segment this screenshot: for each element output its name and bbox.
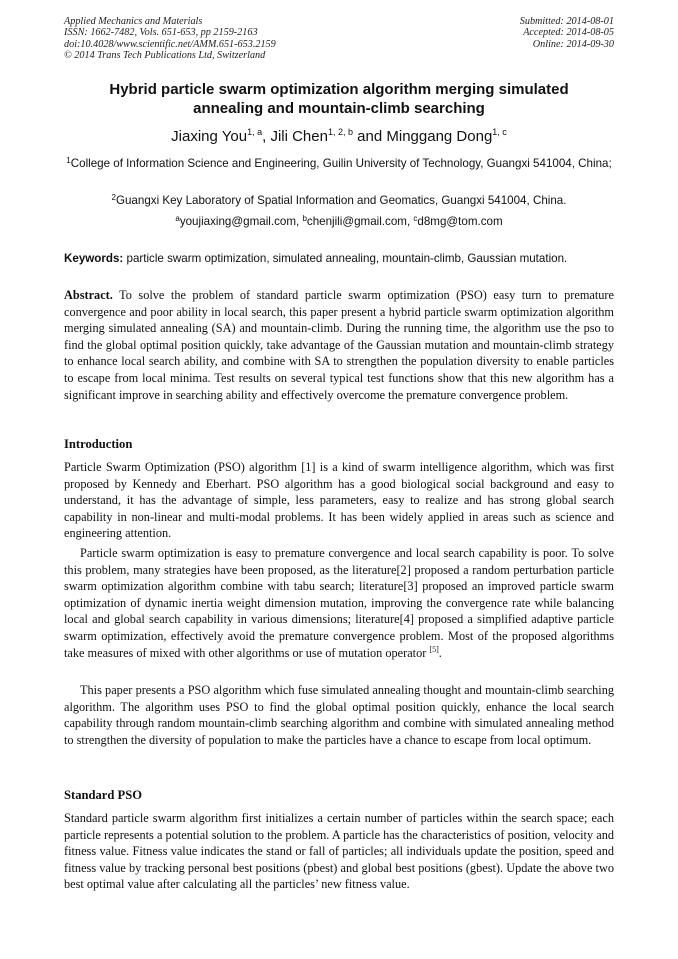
- affiliation-text: College of Information Science and Engineering, Guilin University of Technology, Guangxi 541004, China;: [70, 157, 612, 170]
- email-separator: ,: [406, 215, 414, 228]
- issn-info: ISSN: 1662-7482, Vols. 651-653, pp 2159-2163: [64, 27, 258, 39]
- affiliation-1: [56, 156, 622, 172]
- email-mark: b: [302, 214, 307, 223]
- affiliation-text: Guangxi Key Laboratory of Spatial Information and Geomatics, Guangxi 541004, China.: [115, 194, 567, 207]
- standard-pso-paragraph-1: Standard particle swarm algorithm first initializes a certain number of particles within the search space; each particle represents a potential solution to the problem. A particle has the characteristics of position, velocity and fitness value. Fitness value indicates the stand or fall of particles; all individuals update the position, speed and fitness value by tracking personal best positions (pbest) and global best positions (gbest). Update the above two best optimal value after calculating all the particles’ new fitness value.: [64, 811, 614, 892]
- author-separator: and: [353, 128, 387, 145]
- journal-header-left: [64, 16, 276, 62]
- author-name: Minggang Dong: [386, 128, 493, 145]
- journal-name: Applied Mechanics and Materials: [64, 16, 203, 27]
- author-name: Jili Chen: [270, 128, 328, 145]
- affiliation-mark: 2: [111, 193, 116, 202]
- email-address: chenjili@gmail.com: [306, 215, 407, 228]
- accepted-date: Accepted: 2014-08-05: [523, 27, 614, 39]
- doi-info: doi:10.4028/www.scientific.net/AMM.651-653.2159: [64, 38, 276, 50]
- author-list: [40, 127, 638, 146]
- author-name: Jiaxing You: [171, 128, 248, 145]
- abstract-text: To solve the problem of standard particle swarm optimization (PSO) easy turn to premature convergence and poor ability in local search, this paper present a hybrid particle swarm optimization algorithm merging simulated annealing (SA) and mountain-climb. During the running time, the algorithm use the pso to find the global optimal position quickly, take advantage of the Gaussian mutation and mountain-climb strategy to enhance local search ability, and combine with SA to strengthen the population diversity to enable particles to escape from local minima. Test results on several typical test functions show that this new algorithm has a significant improve in searching ability and effectively overcome the premature convergence problem.: [64, 288, 614, 402]
- citation-reference: [5]: [429, 644, 439, 654]
- email-address: d8mg@tom.com: [417, 215, 503, 228]
- email-address: youjiaxing@gmail.com: [179, 215, 296, 228]
- keywords: [64, 251, 624, 266]
- email-mark: c: [413, 214, 418, 223]
- title-line-2: annealing and mountain-climb searching: [193, 100, 485, 117]
- paragraph-text: Particle swarm optimization is easy to premature convergence and local search capability is poor. To solve this problem, many strategies have been proposed, as the literature[2] proposed a random perturbation particle swarm optimization algorithm combine with tabu search; literature[3] proposed an improved particle swarm optimization of dynamic inertia weight dimension mutation, improving the convergence rate while balancing local and global search capability in various dimensions; literature[4] proposed a simplified adaptive particle swarm optimization, effectively avoid the premature convergence problem. Most of the proposed algorithms take measures of mixed with other algorithms or use of mutation operator: [64, 546, 614, 660]
- paragraph-end: .: [438, 645, 442, 660]
- author-affil-mark: 1, a: [247, 127, 263, 137]
- keywords-text: particle swarm optimization, simulated annealing, mountain-climb, Gaussian mutation.: [123, 252, 568, 265]
- email-separator: ,: [295, 215, 303, 228]
- introduction-heading: Introduction: [64, 437, 133, 451]
- keywords-label: Keywords:: [64, 252, 124, 265]
- introduction-paragraph-2: [64, 545, 614, 661]
- email-mark: a: [175, 214, 180, 223]
- author-separator: ,: [262, 128, 271, 145]
- title-line-1: Hybrid particle swarm optimization algorithm merging simulated: [109, 81, 569, 98]
- affiliation-mark: 1: [66, 156, 71, 165]
- abstract: [64, 287, 614, 403]
- introduction-paragraph-3: This paper presents a PSO algorithm which fuse simulated annealing thought and mountain-climb searching algorithm. The algorithm uses PSO to find the global optimal position quickly, enhance the local search capability through random mountain-climb searching algorithm and combine with simulated annealing method to strengthen the diversity of population to make the particles have a chance to escape from local optimum.: [64, 683, 614, 747]
- abstract-label: Abstract.: [64, 288, 113, 302]
- online-date: Online: 2014-09-30: [532, 38, 614, 50]
- author-emails: [56, 214, 622, 229]
- standard-pso-heading: Standard PSO: [64, 788, 143, 802]
- introduction-paragraph-1: Particle Swarm Optimization (PSO) algorithm [1] is a kind of swarm intelligence algorithm, which was first proposed by Kennedy and Eberhart. PSO algorithm has a good biological social background and easy to understand, it has the advantage of simple, less parameters, easy to realize and has strong global search capability in non-linear and multi-modal problems. It has been widely applied in areas such as science and engineering attention.: [64, 460, 614, 541]
- copyright-info: © 2014 Trans Tech Publications Ltd, Switzerland: [64, 50, 266, 62]
- author-affil-mark: 1, c: [492, 127, 507, 137]
- paper-title: [40, 80, 638, 118]
- author-affil-mark: 1, 2, b: [327, 127, 353, 137]
- submitted-date: Submitted: 2014-08-01: [519, 16, 614, 27]
- journal-header-right: [520, 16, 614, 50]
- affiliation-2: [56, 193, 622, 209]
